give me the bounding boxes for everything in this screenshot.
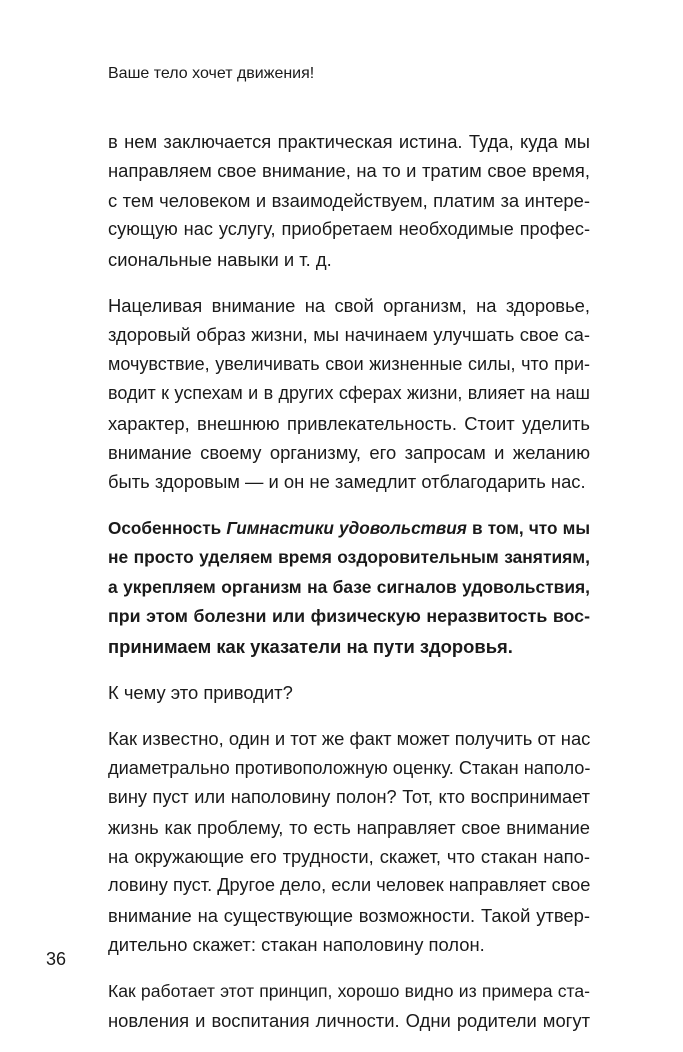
text-line: а укрепляем организм на базе сигналов удовольствия, <box>108 576 590 597</box>
text-line: водит к успехам и в других сферах жизни, влияет на наш <box>108 383 590 404</box>
text-line: Нацеливая внимание на свой организм, на здоровье, <box>108 295 590 317</box>
paragraph <box>108 127 590 274</box>
text-line: быть здоровым — и он не замедлит отблагодарить нас. <box>108 471 586 493</box>
text-line: не просто уделяем время оздоровительным занятиям, <box>108 547 590 568</box>
running-header: Ваше тело хочет движения! <box>108 65 315 82</box>
text-line: с тем человеком и взаимодействуем, платим за интере- <box>108 189 590 211</box>
body-text <box>108 127 590 1052</box>
text-line: здоровый образ жизни, мы начинаем улучшать свое са- <box>108 324 590 346</box>
text-fragment: Особенность <box>108 517 227 538</box>
text-line: жизнь как проблему, то есть направляет свое внимание <box>108 816 590 838</box>
text-line: новления и воспитания личности. Одни родители могут <box>108 1009 590 1031</box>
text-line: в нем заключается практическая истина. Туда, куда мы <box>108 131 590 152</box>
text-line: внимание на существующие возможности. Такой утвер- <box>108 904 590 926</box>
text-line: направляем свое внимание, на то и тратим свое время, <box>108 160 590 182</box>
text-line: ловину пуст. Другое дело, если человек направляет свое <box>108 875 591 896</box>
paragraph <box>108 291 590 497</box>
text-line: вину пуст или наполовину полон? Тот, кто воспринимает <box>108 787 590 808</box>
text-line: при этом болезни или физическую неразвитость вос- <box>108 606 590 627</box>
text-line: сующую нас услугу, приобретаем необходимые профес- <box>108 219 590 240</box>
text-fragment: в том, что мы <box>466 517 590 538</box>
book-title-emphasis: Гимнастики удовольствия <box>226 517 467 538</box>
text-line <box>108 514 590 543</box>
paragraph <box>108 977 590 1036</box>
paragraph <box>108 724 590 959</box>
paragraph <box>108 678 590 707</box>
page-number: 36 <box>46 949 67 969</box>
text-line: мочувствие, увеличивать свои жизненные силы, что при- <box>108 353 590 374</box>
bold-paragraph <box>108 514 590 661</box>
text-line: диаметрально противоположную оценку. Стакан наполо- <box>108 757 591 778</box>
text-line: внимание своему организму, его запросам и желанию <box>108 442 590 464</box>
text-line: дительно скажет: стакан наполовину полон. <box>108 934 485 956</box>
text-line: Как работает этот принцип, хорошо видно из примера ста- <box>108 980 590 1001</box>
text-line: К чему это приводит? <box>108 681 293 703</box>
text-line: Как известно, один и тот же факт может получить от нас <box>108 728 591 750</box>
text-line: характер, внешнюю привлекательность. Стоит уделить <box>108 412 590 434</box>
text-line: сиональные навыки и т. д. <box>108 248 332 270</box>
text-line: на окружающие его трудности, скажет, что стакан напо- <box>108 845 590 867</box>
text-line: принимаем как указатели на пути здоровья. <box>108 635 513 657</box>
